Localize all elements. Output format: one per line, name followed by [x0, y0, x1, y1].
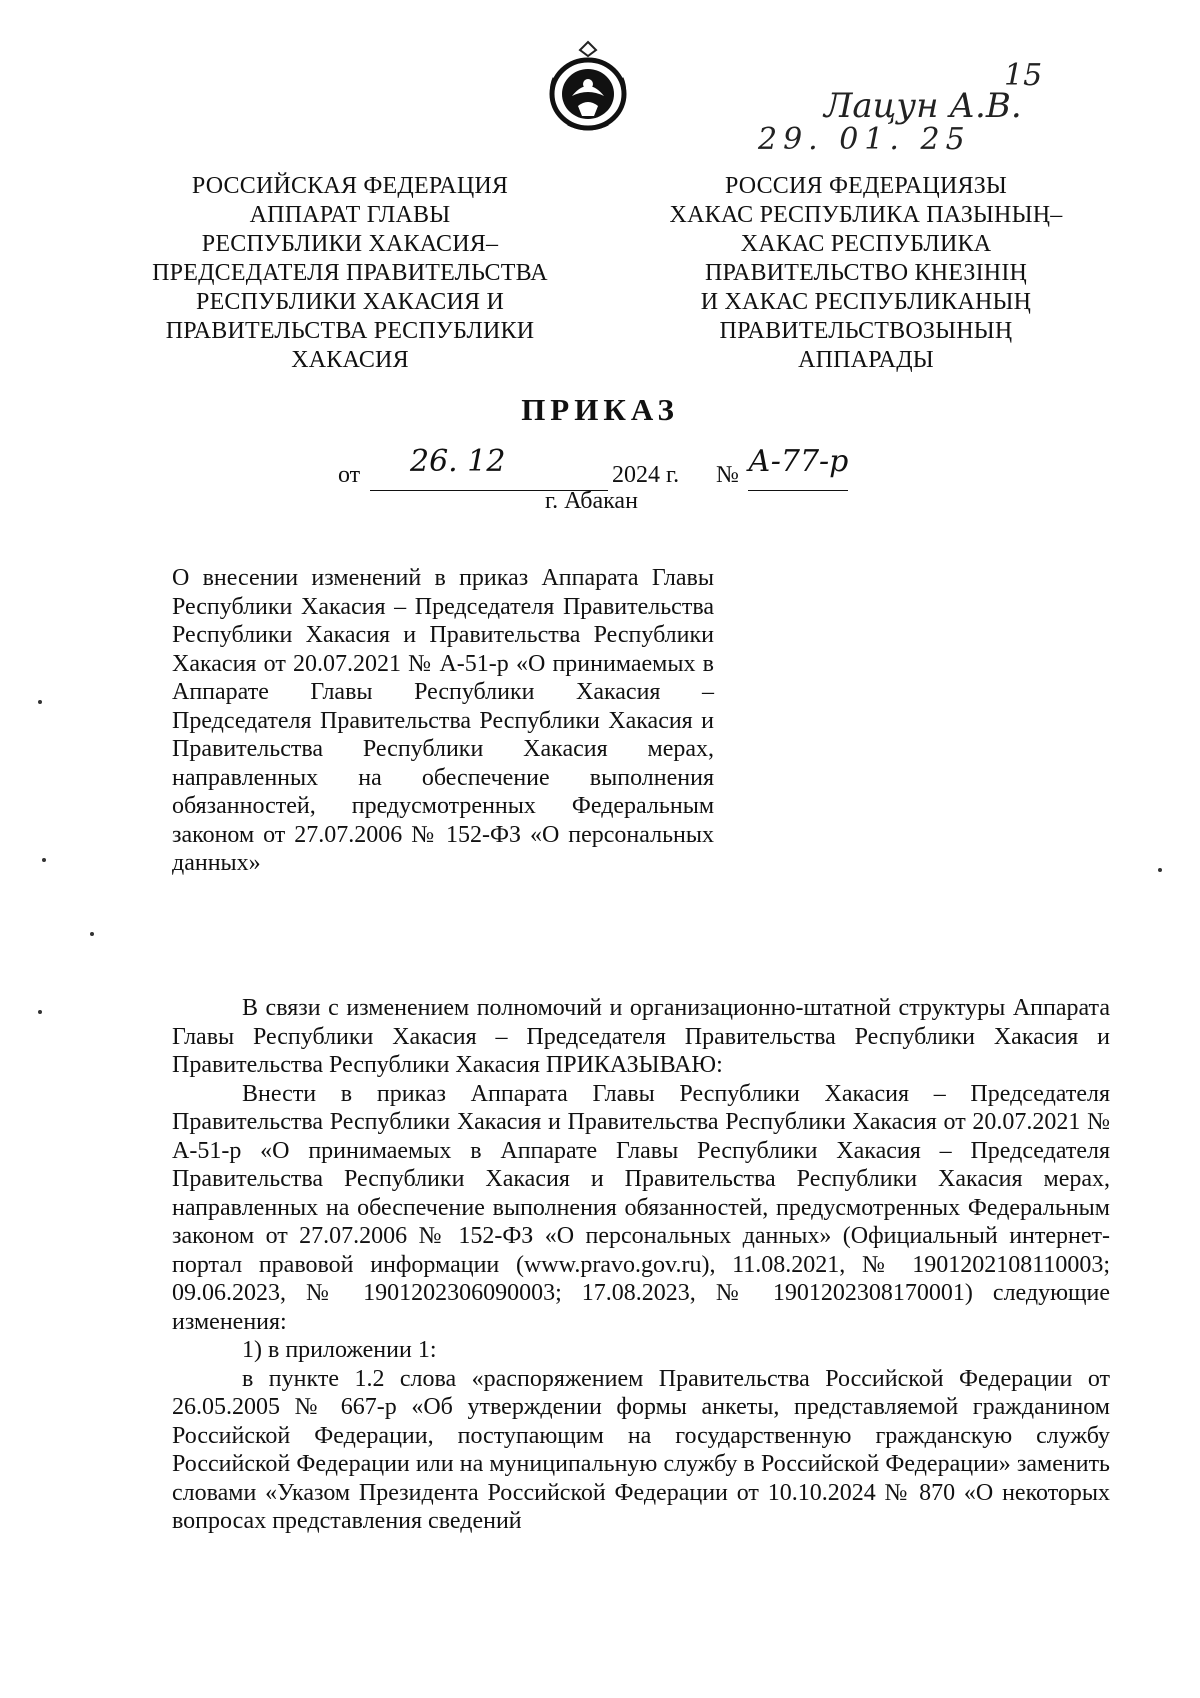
- header-line: ПРАВИТЕЛЬСТВОЗЫНЫҢ: [719, 318, 1013, 344]
- header-line: ХАКАСИЯ: [291, 347, 409, 373]
- number-label: №: [716, 462, 739, 488]
- body-paragraph: 1) в приложении 1:: [242, 1337, 437, 1363]
- header-line: АППАРАТ ГЛАВЫ: [249, 202, 451, 228]
- body-paragraph: в пункте 1.2 слова «распоряжением Правительства Российской Федерации от 26.05.2005 № 667-р «Об утверждении формы анкеты, представляемой гражданином Российской Федерации, поступающим на государственную гражданскую службу Российской Федерации или на муниципальную службу в Российской Федерации» заменить словами «Указом Президента Российской Федерации от 10.10.2024 № 870 «О некоторых вопросах представления сведений: [172, 1365, 1110, 1534]
- header-line: РЕСПУБЛИКИ ХАКАСИЯ И: [196, 289, 504, 315]
- scan-speck: [90, 932, 94, 936]
- handwritten-number: 15: [1004, 58, 1043, 93]
- header-line: ХАКАС РЕСПУБЛИКА ПАЗЫНЫҢ–: [669, 202, 1063, 228]
- document-title: ПРИКАЗ: [521, 392, 679, 427]
- header-line: РОССИЙСКАЯ ФЕДЕРАЦИЯ: [191, 173, 509, 199]
- scan-speck: [38, 1010, 42, 1014]
- header-line: ХАКАС РЕСПУБЛИКА: [740, 231, 992, 257]
- number-handwritten: А-77-р: [748, 444, 849, 479]
- body-paragraph: Внести в приказ Аппарата Главы Республики Хакасия – Председателя Правительства Республики Хакасия и Правительства Республики Хакасия от 20.07.2021 № А-51-р «О принимаемых в Аппарате Главы Республики Хакасия – Председателя Правительства Республики Хакасия и Правительства Республики Хакасия мерах, направленных на обеспечение выполнения обязанностей, предусмотренных Федеральным законом от 27.07.2006 № 152-ФЗ «О персональных данных» (Официальный интернет-портал правовой информации (www.pravo.gov.ru), 11.08.2021, № 1901202108110003; 09.06.2023, № 1901202306090003; 17.08.2023, № 1901202308170001) следующие изменения:: [172, 1080, 1110, 1335]
- scan-speck: [38, 700, 42, 704]
- body-paragraph: В связи с изменением полномочий и организационно-штатной структуры Аппарата Главы Республики Хакасия – Председателя Правительства Республики Хакасия и Правительства Республики Хакасия ПРИКАЗЫВАЮ:: [172, 995, 1110, 1078]
- coat-of-arms-emblem: [538, 36, 638, 136]
- header-line: И ХАКАС РЕСПУБЛИКАНЫҢ: [700, 289, 1032, 315]
- header-right-khakas: [646, 172, 1086, 375]
- header-line: ПРАВИТЕЛЬСТВА РЕСПУБЛИКИ: [165, 318, 535, 344]
- scan-speck: [1158, 868, 1162, 872]
- handwritten-name: Лацун А.В.: [824, 86, 1022, 126]
- city-label: г. Абакан: [545, 488, 638, 514]
- header-left-russian: [140, 172, 560, 375]
- header-line: АППАРАДЫ: [798, 347, 934, 373]
- handwritten-note: [748, 58, 1058, 168]
- from-label: от: [338, 462, 361, 488]
- header-line: ПРЕДСЕДАТЕЛЯ ПРАВИТЕЛЬСТВА: [152, 260, 548, 286]
- header-line: РОССИЯ ФЕДЕРАЦИЯЗЫ: [724, 173, 1008, 199]
- header-line: ПРАВИТЕЛЬСТВО КНЕЗІНІҢ: [704, 260, 1028, 286]
- year-label: 2024 г.: [612, 462, 680, 488]
- header-line: РЕСПУБЛИКИ ХАКАСИЯ–: [201, 231, 499, 257]
- handwritten-date: 29. 01. 25: [758, 122, 971, 157]
- scan-speck: [42, 858, 46, 862]
- date-handwritten: 26. 12: [410, 444, 506, 479]
- document-subject: О внесении изменений в приказ Аппарата Главы Республики Хакасия – Председателя Правительства Республики Хакасия и Правительства Республики Хакасия от 20.07.2021 № А-51-р «О принимаемых в Аппарате Главы Республики Хакасия – Председателя Правительства Республики Хакасия и Правительства Республики Хакасия мерах, направленных на обеспечение выполнения обязанностей, предусмотренных Федеральным законом от 27.07.2006 № 152-ФЗ «О персональных данных»: [172, 565, 714, 876]
- document-body: [172, 994, 1110, 1536]
